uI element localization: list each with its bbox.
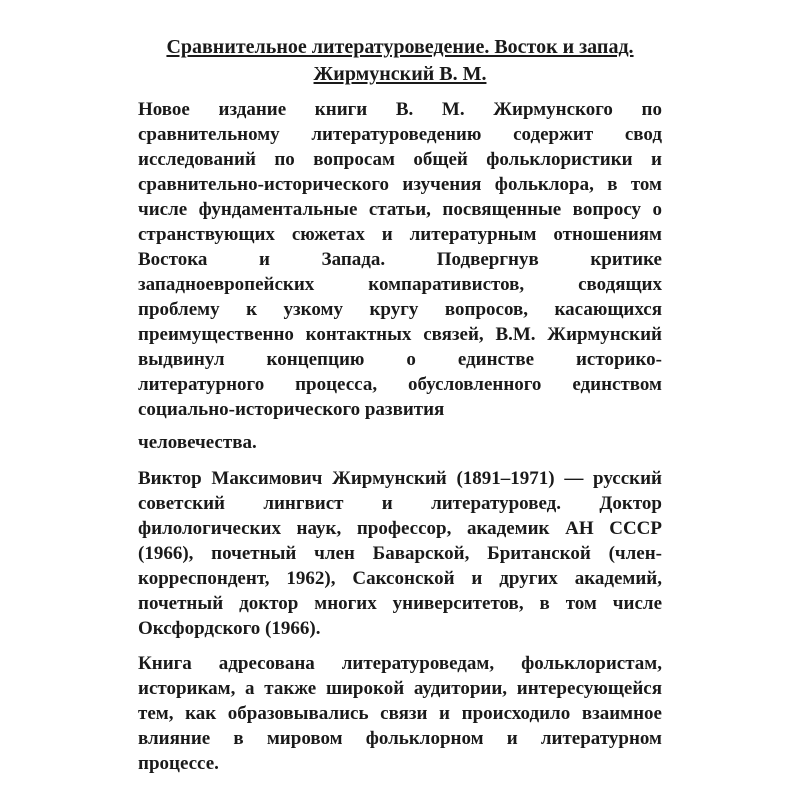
text-line: филологических наук, профессор, академик АН СССР xyxy=(138,518,662,539)
text-line: (1966), почетный член Баварской, Британской (член- xyxy=(138,543,662,564)
text-line: западноевропейских компаративистов, сводящих xyxy=(138,274,662,295)
text-line: почетный доктор многих университетов, в том числе xyxy=(138,593,662,614)
text-line: советский лингвист и литературовед. Доктор xyxy=(138,493,662,514)
text-line: проблему к узкому кругу вопросов, касающихся xyxy=(138,299,662,320)
text-line: корреспондент, 1962), Саксонской и других академий, xyxy=(138,568,662,589)
text-line: Новое издание книги В. М. Жирмунского по xyxy=(138,99,662,120)
text-line: Виктор Максимович Жирмунский (1891–1971) — русский xyxy=(138,468,662,489)
text-line: сравнительному литературоведению содержит свод xyxy=(138,124,662,145)
text-line: социально-исторического развития xyxy=(138,399,445,420)
text-line: процессе. xyxy=(138,753,219,774)
text-line: литературного процесса, обусловленного единством xyxy=(138,374,662,395)
document-title-line-2: Жирмунский В. М. xyxy=(313,63,487,85)
text-line: Оксфордского (1966). xyxy=(138,618,321,639)
text-line: исследований по вопросам общей фольклористики и xyxy=(138,149,662,170)
text-line: выдвинул концепцию о единстве историко- xyxy=(138,349,662,370)
text-line: сравнительно-исторического изучения фольклора, в том xyxy=(138,174,662,195)
paragraph-author-bio xyxy=(138,466,662,641)
text-line: Востока и Запада. Подвергнув критике xyxy=(138,249,662,270)
text-line: числе фундаментальные статьи, посвященные вопросу о xyxy=(138,199,662,220)
paragraph-description-end xyxy=(138,430,662,455)
text-line: Книга адресована литературоведам, фольклористам, xyxy=(138,653,662,674)
text-line: тем, как образовывались связи и происходило взаимное xyxy=(138,703,662,724)
text-line: странствующих сюжетах и литературным отношениям xyxy=(138,224,662,245)
text-line: влияние в мировом фольклорном и литературном xyxy=(138,728,662,749)
text-line: историкам, а также широкой аудитории, интересующейся xyxy=(138,678,662,699)
text-line: преимущественно контактных связей, В.М. Жирмунский xyxy=(138,324,662,345)
paragraph-description xyxy=(138,97,662,422)
document-title-line-1: Сравнительное литературоведение. Восток и запад. xyxy=(166,36,634,58)
text-line: человечества. xyxy=(138,432,257,453)
paragraph-audience xyxy=(138,651,662,776)
